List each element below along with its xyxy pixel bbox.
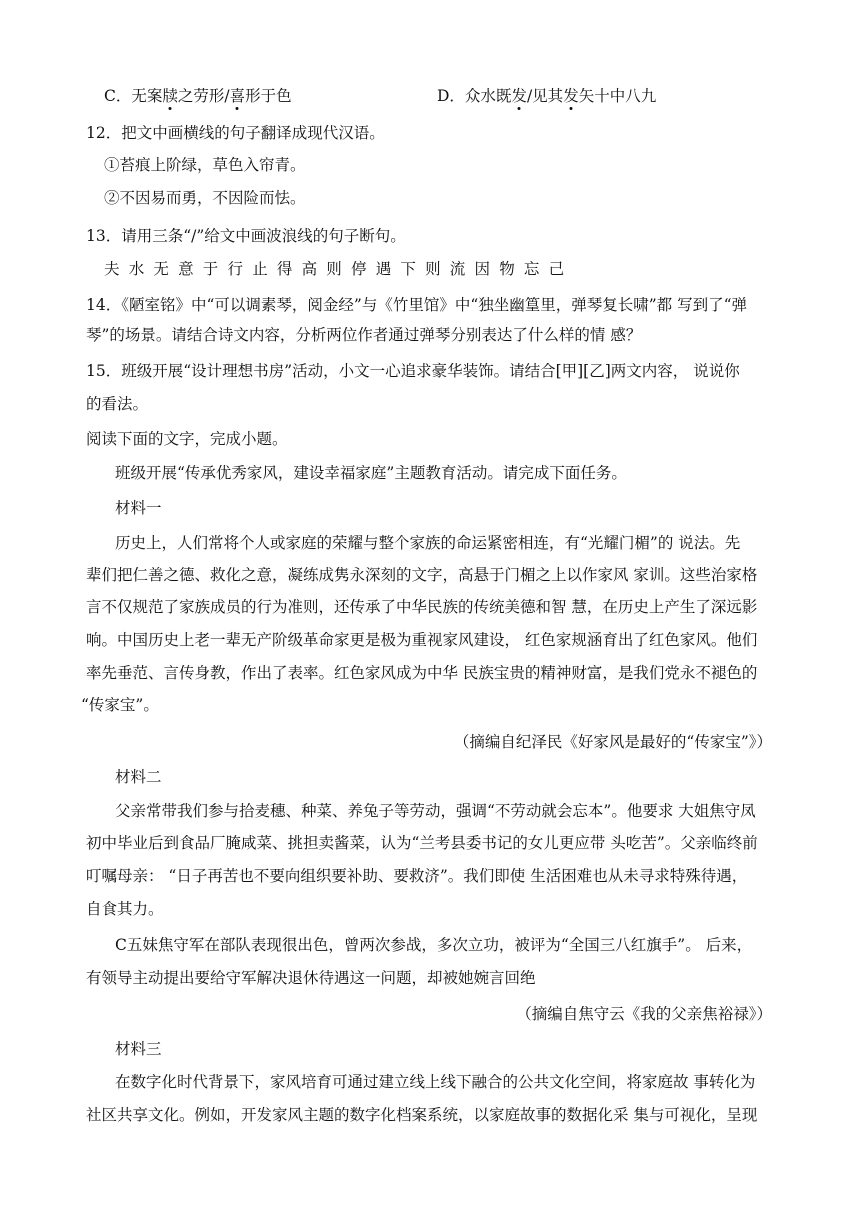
material-1-source: （摘编自纪泽民《好家风是最好的“传家宝”》） bbox=[453, 733, 772, 751]
question-15-line-2: 的看法。 bbox=[86, 395, 149, 413]
material-1-line: 言不仅规范了家族成员的行为准则，还传承了中华民族的传统美德和智 慧，在历史上产生了深远影 bbox=[86, 598, 758, 616]
material-1-line: 率先垂范、言传身教，作出了表率。红色家风成为中华 民族宝贵的精神财富，是我们党永不褪色的 bbox=[86, 664, 758, 682]
question-12: 12．把文中画横线的句子翻译成现代汉语。 bbox=[86, 124, 385, 142]
question-14-line-2: 琴”的场景。请结合诗文内容，分析两位作者通过弹琴分别表达了什么样的情 感？ bbox=[86, 326, 642, 344]
option-d-text: 矢十中八九 bbox=[578, 87, 657, 105]
material-1-line: 辈们把仁善之德、救化之意，凝练成隽永深刻的文字，高悬于门楣之上以作家风 家训。这些治家格 bbox=[86, 566, 758, 584]
dotted-char: 喜 bbox=[229, 87, 246, 105]
sentence-2: ②不因易而勇，不因险而怯。 bbox=[104, 189, 306, 207]
option-c-text: 之劳形/ bbox=[177, 87, 230, 105]
material-2-line: C五妹焦守军在部队表现很出色，曾两次参战，多次立功，被评为“全国三八红旗手”。 后来， bbox=[115, 936, 753, 954]
material-2-line: 叮嘱母亲： “日子再苦也不要向组织要补助、要救济”。我们即使 生活困难也从未寻求特殊待遇， bbox=[86, 867, 748, 885]
question-14-line-1: 14．《陋室铭》中“可以调素琴，阅金经”与《竹里馆》中“独坐幽篁里，弹琴复长啸”都 写到了“弹 bbox=[86, 296, 748, 314]
reading-task: 班级开展“传承优秀家风，建设幸福家庭”主题教育活动。请完成下面任务。 bbox=[115, 464, 627, 482]
material-1-line: 历史上，人们常将个人或家庭的荣耀与整个家族的命运紧密相连，有“光耀门楣”的 说法。先 bbox=[115, 534, 741, 552]
material-2-line: 初中毕业后到食品厂腌咸菜、挑担卖酱菜，认为“兰考县委书记的女儿更应带 头吃苦”。父亲临终前 bbox=[86, 834, 758, 852]
material-2-source: （摘编自焦守云《我的父亲焦裕禄》） bbox=[516, 1005, 772, 1023]
material-3-line: 在数字化时代背景下，家风培育可通过建立线上线下融合的公共文化空间，将家庭故 事转化为 bbox=[115, 1073, 756, 1091]
material-2-line: 父亲常带我们参与拾麦穗、种菜、养兔子等劳动，强调“不劳动就会忘本”。他要求 大姐焦守凤 bbox=[115, 802, 756, 820]
option-c-text: C．无案 bbox=[104, 87, 163, 105]
material-1-line: “传家宝”。 bbox=[81, 696, 159, 714]
question-13: 13．请用三条“/”给文中画波浪线的句子断句。 bbox=[86, 227, 406, 245]
option-d-text: D．众水既 bbox=[437, 87, 512, 105]
material-1-line: 响。中国历史上老一辈无产阶级革命家更是极为重视家风建设， 红色家规涵育出了红色家风。他们 bbox=[86, 631, 758, 649]
dotted-char: 牍 bbox=[162, 87, 178, 105]
material-3-line: 社区共享文化。例如，开发家风主题的数字化档案系统，以家庭故事的数据化采 集与可视化，呈现 bbox=[86, 1106, 758, 1124]
question-15-line-1: 15．班级开展“设计理想书房”活动，小文一心追求豪华装饰。请结合[甲][乙]两文内容， 说说你 bbox=[86, 362, 740, 380]
dotted-char: 发 bbox=[563, 87, 579, 105]
option-d bbox=[437, 86, 656, 106]
dotted-char: 发 bbox=[511, 87, 527, 105]
material-2-title: 材料二 bbox=[115, 768, 162, 786]
segment-sentence: 夫水无意于行止得高则停遇下则流因物忘己 bbox=[104, 260, 574, 278]
option-c bbox=[104, 86, 292, 106]
material-2-line: 自食其力。 bbox=[86, 900, 164, 918]
option-c-text: 形于色 bbox=[245, 87, 292, 105]
option-d-text: /见其 bbox=[526, 87, 564, 105]
sentence-1: ①苔痕上阶绿，草色入帘青。 bbox=[104, 156, 306, 174]
material-3-title: 材料三 bbox=[115, 1040, 162, 1058]
reading-intro: 阅读下面的文字，完成小题。 bbox=[86, 430, 288, 448]
material-1-title: 材料一 bbox=[115, 499, 162, 517]
material-2-line: 有领导主动提出要给守军解决退休待遇这一问题，却被她婉言回绝 bbox=[86, 969, 536, 987]
